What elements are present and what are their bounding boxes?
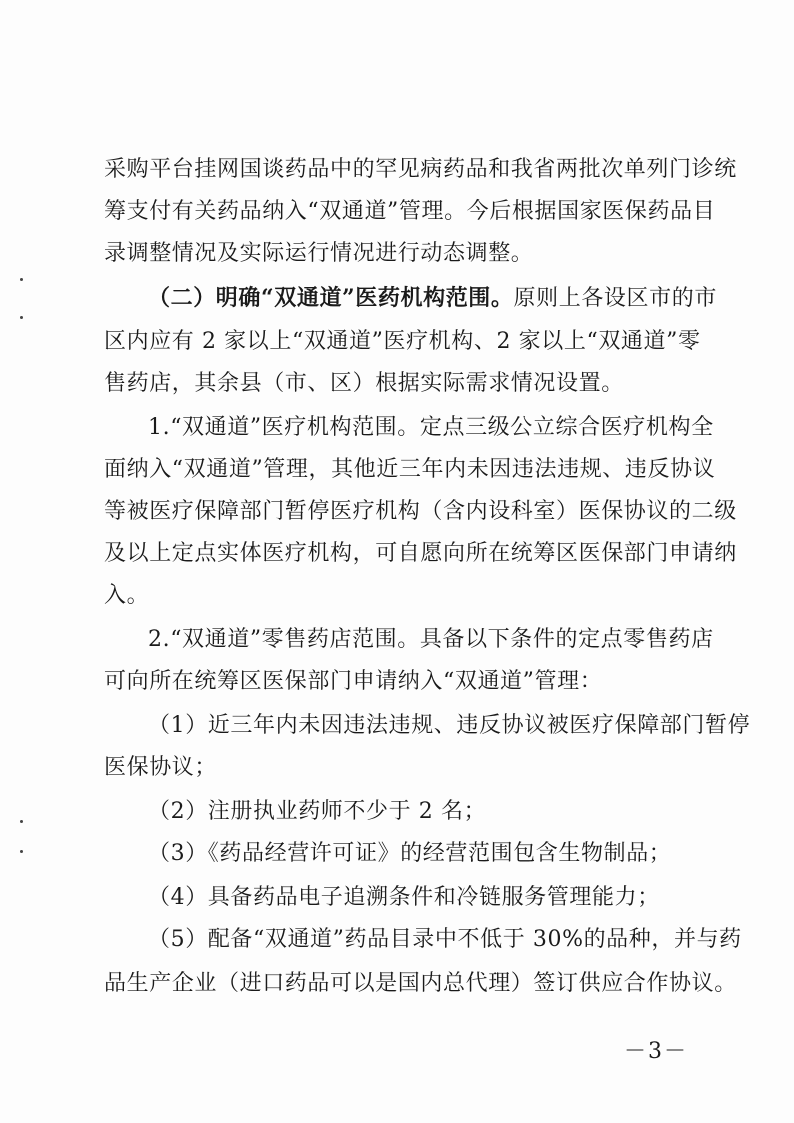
list-item-line: （4）具备药品电子追溯条件和冷链服务管理能力； xyxy=(148,885,660,910)
list-item-line: （5）配备“双通道”药品目录中不低于 30%的品种，并与药 xyxy=(148,927,742,952)
scan-speck xyxy=(20,850,23,853)
scan-speck xyxy=(20,316,23,319)
text-line: 筹支付有关药品纳入“双通道”管理。今后根据国家医保药品目 xyxy=(104,199,716,224)
list-item-line: （3）《药品经营许可证》的经营范围包含生物制品； xyxy=(148,841,672,866)
section-heading: （二）明确“双通道”医药机构范围。 xyxy=(148,285,514,311)
text-line: 及以上定点实体医疗机构，可自愿向所在统筹区医保部门申请纳 xyxy=(104,541,737,566)
text-line: 录调整情况及实际运行情况进行动态调整。 xyxy=(104,241,534,266)
text-line: 面纳入“双通道”管理，其他近三年内未因违法违规、违反协议 xyxy=(104,457,716,482)
text-line: 可向所在统筹区医保部门申请纳入“双通道”管理： xyxy=(104,669,603,694)
text-line: 售药店，其余县（市、区）根据实际需求情况设置。 xyxy=(104,371,624,396)
section-heading-line xyxy=(148,276,717,320)
list-item-line: 医保协议； xyxy=(104,755,218,780)
text-line: 等被医疗保障部门暂停医疗机构（含内设科室）医保协议的二级 xyxy=(104,499,737,524)
scan-speck xyxy=(20,820,23,823)
text-line: 1.“双通道”医疗机构范围。定点三级公立综合医疗机构全 xyxy=(148,415,714,440)
page-number: －3－ xyxy=(624,1039,688,1064)
text-line: 入。 xyxy=(104,583,150,608)
list-item-line: （1）近三年内未因违法违规、违反协议被医疗保障部门暂停 xyxy=(148,713,751,738)
list-item-line: （2）注册执业药师不少于 2 名； xyxy=(148,799,487,824)
text-line: 2.“双通道”零售药店范围。具备以下条件的定点零售药店 xyxy=(148,627,714,652)
text-segment: 原则上各设区市的市 xyxy=(513,286,717,311)
text-line: 采购平台挂网国谈药品中的罕见病药品和我省两批次单列门诊统 xyxy=(104,157,737,182)
text-line: 区内应有 2 家以上“双通道”医疗机构、2 家以上“双通道”零 xyxy=(104,329,701,354)
list-item-line: 品生产企业（进口药品可以是国内总代理）签订供应合作协议。 xyxy=(104,971,737,996)
scan-speck xyxy=(20,278,23,281)
